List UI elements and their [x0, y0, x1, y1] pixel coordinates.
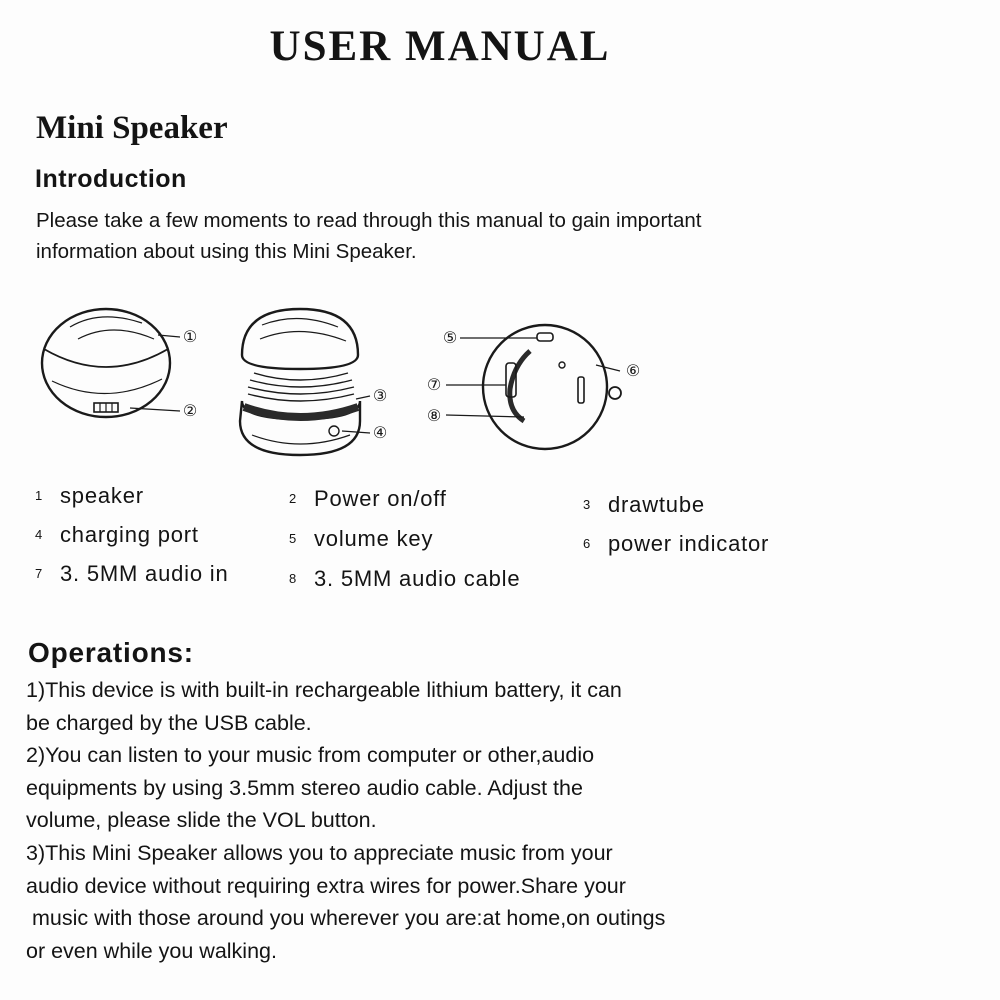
operations-line: be charged by the USB cable.	[26, 710, 312, 735]
operations-line: 1)This device is with built-in rechargeable lithium battery, it can	[26, 678, 622, 702]
operations-line: music with those around you wherever you are:at home,on outings	[26, 906, 666, 931]
legend-item	[284, 566, 520, 592]
operations-line: or even while you walking.	[26, 938, 277, 963]
legend-label: power indicator	[608, 531, 770, 556]
callout-marker-6: ⑥	[625, 361, 641, 380]
legend-label: 3. 5MM audio in	[60, 561, 229, 586]
legend-number: 6	[582, 535, 592, 551]
legend-label: drawtube	[608, 492, 705, 517]
legend-label: 3. 5MM audio cable	[314, 566, 521, 591]
legend-item	[284, 526, 433, 552]
callout-marker-2: ②	[182, 401, 198, 420]
legend-item	[578, 492, 705, 518]
operations-text	[26, 674, 665, 967]
operations-line: equipments by using 3.5mm stereo audio cable. Adjust the	[26, 775, 583, 800]
operations-line: 3)This Mini Speaker allows you to appreciate music from your	[26, 840, 613, 865]
legend-number: 2	[288, 490, 298, 506]
legend-number: 4	[34, 526, 44, 542]
operations-heading: Operations:	[28, 637, 194, 668]
legend-label: Power on/off	[314, 486, 447, 511]
operations-line: volume, please slide the VOL button.	[26, 808, 377, 833]
page-title: USER MANUAL	[269, 23, 611, 70]
callout-marker-8: ⑧	[426, 406, 442, 425]
product-name: Mini Speaker	[36, 110, 228, 146]
legend-item	[284, 486, 447, 512]
introduction-line: Please take a few moments to read through this manual to gain important	[36, 209, 702, 232]
callout-marker-7: ⑦	[426, 375, 442, 394]
speaker-closed-illustration	[42, 309, 180, 417]
introduction-heading: Introduction	[35, 165, 187, 193]
callout-marker-1: ①	[182, 327, 198, 346]
legend-number: 1	[34, 487, 44, 503]
legend-item	[30, 561, 229, 587]
legend-number: 7	[34, 565, 44, 581]
callout-marker-3: ③	[372, 386, 388, 405]
legend-item	[30, 522, 199, 548]
legend-label: volume key	[314, 526, 434, 551]
legend-number: 5	[288, 530, 298, 546]
introduction-line: information about using this Mini Speaker.	[36, 240, 417, 263]
legend-item	[578, 531, 769, 557]
callout-marker-5: ⑤	[442, 328, 458, 347]
legend-label: speaker	[60, 483, 144, 508]
operations-line: 2)You can listen to your music from computer or other,audio	[26, 743, 595, 768]
speaker-bottom-illustration	[446, 325, 621, 449]
legend-number: 8	[288, 570, 298, 586]
legend-label: charging port	[60, 522, 199, 547]
introduction-text	[36, 205, 701, 267]
callout-marker-4: ④	[372, 423, 388, 442]
legend-number: 3	[582, 496, 592, 512]
speaker-extended-illustration	[240, 309, 370, 455]
operations-line: audio device without requiring extra wires for power.Share your	[26, 873, 626, 898]
speaker-diagram	[30, 295, 650, 470]
legend-item	[30, 483, 144, 509]
